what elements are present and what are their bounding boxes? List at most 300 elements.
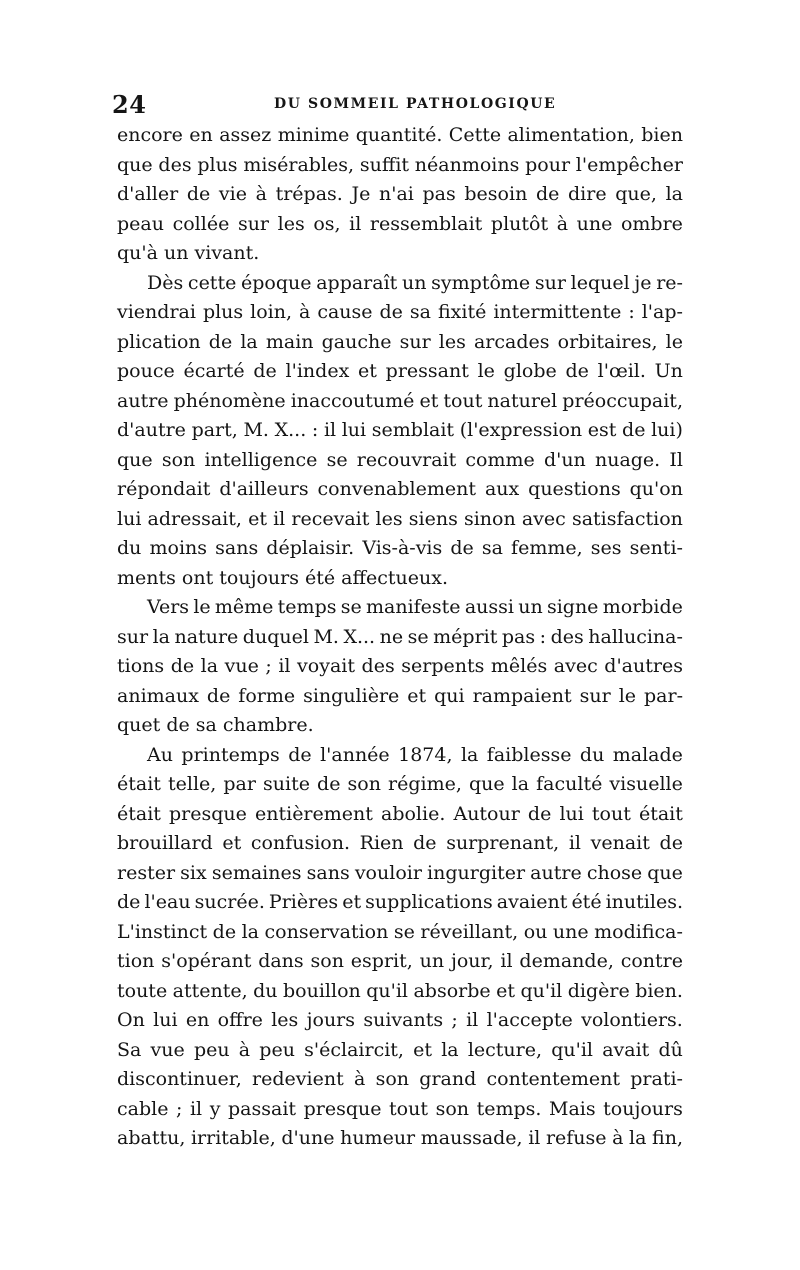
word: suivants <box>363 1009 444 1031</box>
word: demande, <box>519 950 614 972</box>
word: son <box>435 1097 469 1120</box>
word: vie <box>218 183 247 205</box>
word: besoin <box>464 183 528 205</box>
word: manifeste <box>365 596 461 618</box>
word: apparaît <box>316 271 398 294</box>
word: de <box>253 360 277 382</box>
word: et <box>496 979 516 1002</box>
word: à <box>556 212 569 235</box>
word: l'accepte <box>486 1009 573 1031</box>
word: six <box>180 861 207 884</box>
word: bouillon <box>283 979 361 1002</box>
word: singulière <box>303 684 400 707</box>
word: ressemblait <box>369 212 483 235</box>
word: se <box>407 625 429 648</box>
word: main <box>265 330 314 353</box>
word: peu <box>259 1038 295 1061</box>
word: aux <box>484 478 520 500</box>
running-head <box>112 90 684 119</box>
word: de <box>622 419 646 441</box>
word: lequel <box>570 271 630 294</box>
word: siens <box>408 507 458 530</box>
word: un <box>419 950 445 972</box>
word: lecture, <box>467 1038 543 1061</box>
word: d'ailleurs <box>219 478 309 500</box>
word: autre <box>117 389 169 412</box>
word: jour, <box>450 950 494 972</box>
word: du <box>253 979 278 1002</box>
word: sans <box>215 537 259 559</box>
word: sucrée. <box>194 891 265 913</box>
word: Sa <box>117 1038 142 1061</box>
word: pas <box>501 625 536 648</box>
word: que, <box>615 183 657 205</box>
word: nuage. <box>594 448 661 471</box>
word: symptôme <box>431 271 531 294</box>
word: de <box>212 920 237 943</box>
word: arcades <box>473 330 550 353</box>
word: adressait, <box>147 507 242 530</box>
word: avec <box>553 655 598 677</box>
text-line: qu'à un vivant. <box>117 242 260 264</box>
word: et <box>222 832 242 854</box>
word: lui <box>153 1009 178 1031</box>
word: cette <box>187 271 237 294</box>
word: Je <box>351 183 371 205</box>
text-line <box>117 947 683 977</box>
word: le <box>193 596 211 618</box>
word: un <box>518 596 543 618</box>
word: fixité <box>437 301 487 323</box>
word: ombre <box>620 212 683 235</box>
word: Vers <box>147 596 190 618</box>
word: plication <box>117 330 201 353</box>
word: discontinuer, <box>117 1068 242 1090</box>
word: pressant <box>385 360 469 382</box>
word: répondait <box>117 478 211 500</box>
text-line <box>117 180 683 210</box>
word: d'une <box>281 1127 335 1149</box>
word: de <box>450 537 474 559</box>
word: son <box>310 950 344 972</box>
word: attente, <box>172 979 248 1002</box>
word: l'index <box>285 360 350 382</box>
word: M. <box>243 419 269 441</box>
word: plus <box>202 301 244 323</box>
text-line: ments ont toujours été affectueux. <box>117 566 449 589</box>
word: sur <box>237 212 270 235</box>
word: esprit, <box>350 950 413 972</box>
word: lui <box>559 802 584 825</box>
word: l'ap- <box>641 301 683 323</box>
word: satisfaction <box>571 507 683 530</box>
word: sinon <box>463 507 516 530</box>
word: rester <box>117 861 176 884</box>
word: serpents <box>401 655 485 677</box>
word: se <box>326 448 348 471</box>
page-number: 24 <box>112 90 147 119</box>
word: Prières <box>268 891 339 913</box>
word: Rien <box>359 832 404 854</box>
word: tout <box>389 1097 428 1120</box>
word: à <box>299 301 311 323</box>
word: bien <box>641 124 683 146</box>
word: fin, <box>652 1127 683 1149</box>
word: moins <box>149 537 208 559</box>
word: : <box>628 301 635 323</box>
word: est <box>587 419 617 441</box>
word: les <box>277 212 305 235</box>
text-line <box>117 1095 683 1125</box>
word: son <box>347 773 381 795</box>
word: temps. <box>476 1097 542 1120</box>
word: de <box>535 183 560 205</box>
word: X... <box>343 625 376 648</box>
word: même <box>214 596 274 618</box>
word: ne <box>379 625 404 648</box>
text-line <box>117 387 683 417</box>
word: des <box>361 655 395 677</box>
word: de <box>206 684 231 707</box>
word: de <box>317 773 341 795</box>
word: passait <box>228 1097 297 1120</box>
text-line <box>117 475 683 505</box>
word: trépas. <box>275 183 343 205</box>
word: en <box>185 1009 210 1031</box>
word: pour <box>525 153 571 176</box>
word: ; <box>265 655 272 677</box>
word: de <box>208 330 233 353</box>
word: digère <box>567 979 630 1002</box>
word: semblait <box>371 419 455 441</box>
word: misérables, <box>243 153 355 176</box>
word: il <box>323 419 337 441</box>
word: chose <box>586 861 643 884</box>
word: redevient <box>252 1068 344 1090</box>
word: de <box>659 832 683 854</box>
word: à <box>612 1127 624 1149</box>
word: forme <box>238 684 296 707</box>
text-line <box>117 1065 683 1095</box>
word: (l'expression <box>459 419 583 441</box>
word: malade <box>612 743 683 766</box>
word: en <box>189 124 213 146</box>
word: offre <box>217 1009 263 1031</box>
word: modifica- <box>594 920 683 943</box>
word: nature <box>174 625 239 648</box>
word: une <box>576 212 613 235</box>
text-line <box>117 652 683 682</box>
word: les <box>375 507 403 530</box>
word: l'empêcher <box>575 153 683 176</box>
word: de <box>186 183 211 205</box>
word: autre <box>530 861 582 884</box>
word: contentement <box>486 1068 620 1090</box>
word: telle, <box>167 773 217 795</box>
word: d'autre <box>117 419 186 441</box>
word: la <box>200 655 219 677</box>
word: faculté <box>536 773 603 795</box>
word: suite <box>263 773 310 795</box>
word: phénomène <box>173 389 286 412</box>
word: du <box>579 743 605 766</box>
word: la <box>241 920 259 943</box>
word: méprit <box>433 625 498 648</box>
word: il <box>568 832 582 854</box>
word: venait <box>590 832 650 854</box>
word: à <box>353 1068 366 1090</box>
word: que <box>647 861 683 884</box>
word: se <box>340 596 362 618</box>
word: ; <box>176 1097 183 1120</box>
text-line <box>117 623 683 653</box>
word: pouce <box>117 360 175 382</box>
word: à <box>255 183 267 205</box>
word: globe <box>503 360 557 382</box>
word: les <box>438 330 466 353</box>
word: était <box>117 773 161 795</box>
text-line <box>117 210 683 240</box>
word: prati- <box>630 1068 683 1090</box>
word: duquel <box>242 625 309 648</box>
word: encore <box>117 124 183 146</box>
word: avaient <box>496 891 568 913</box>
word: se <box>393 920 415 943</box>
word: alimentation, <box>507 124 635 146</box>
text-line <box>117 269 683 299</box>
word: Cette <box>448 124 502 146</box>
word: la <box>240 330 258 353</box>
word: que <box>117 448 153 471</box>
word: bien. <box>635 979 683 1002</box>
word: que <box>468 773 505 795</box>
word: L'instinct <box>117 920 208 943</box>
word: vue <box>150 1038 185 1061</box>
text-line <box>117 859 683 889</box>
word: plus <box>197 153 238 176</box>
word: faiblesse <box>486 743 572 766</box>
text-line <box>117 829 683 859</box>
word: Un <box>654 360 683 382</box>
word: écarté <box>183 360 245 382</box>
word: tout <box>591 802 631 825</box>
text-line <box>117 682 683 712</box>
word: de <box>170 655 195 677</box>
word: et <box>413 1038 433 1061</box>
word: brouillard <box>117 832 213 854</box>
word: son <box>161 448 196 471</box>
word: tion <box>117 950 155 972</box>
word: aussi <box>464 596 514 618</box>
word: le <box>618 684 637 707</box>
word: humeur <box>340 1127 416 1149</box>
word: On <box>117 1009 145 1031</box>
word: par <box>223 773 256 795</box>
word: s'éclaircit, <box>304 1038 404 1061</box>
text-line <box>117 1124 683 1154</box>
word: par- <box>644 684 683 707</box>
word: cable <box>117 1097 169 1120</box>
word: de <box>413 832 437 854</box>
text-line <box>117 800 683 830</box>
word: il <box>273 507 286 530</box>
word: son <box>375 1068 410 1090</box>
word: abolie. <box>381 802 446 825</box>
word: vue <box>224 655 259 677</box>
word: il <box>466 1009 479 1031</box>
text-line <box>117 357 683 387</box>
word: préoccupait, <box>562 389 683 412</box>
word: il <box>278 655 291 677</box>
word: grand <box>419 1068 477 1090</box>
word: ingurgiter <box>427 861 526 884</box>
word: tout <box>443 389 483 412</box>
word: réveillant, <box>420 920 519 943</box>
word: dû <box>658 1038 683 1061</box>
text-line <box>117 505 683 535</box>
word: du <box>117 537 142 559</box>
word: quantité. <box>355 124 443 146</box>
word: les <box>271 1009 299 1031</box>
word: une <box>552 920 589 943</box>
text-line <box>117 741 683 771</box>
word: et <box>248 507 267 530</box>
word: le <box>665 330 683 353</box>
word: ou <box>523 920 548 943</box>
word: M. <box>313 625 339 648</box>
word: ; <box>451 1009 458 1031</box>
word: viendrai <box>117 301 196 323</box>
body-text <box>117 121 683 1154</box>
word: déplaisir. <box>266 537 355 559</box>
text-line <box>117 534 683 564</box>
word: printemps <box>181 743 280 766</box>
word: presque <box>303 1097 382 1120</box>
word: sur <box>117 625 149 648</box>
word: était <box>638 802 683 825</box>
word: recevait <box>291 507 370 530</box>
text-line <box>117 151 683 181</box>
word: de <box>565 360 589 382</box>
word: y <box>209 1097 221 1120</box>
word: inaccoutumé <box>290 389 415 412</box>
word: minime <box>277 124 350 146</box>
word: l'année <box>320 743 390 766</box>
text-line <box>117 918 683 948</box>
word: naturel <box>487 389 558 412</box>
text-line <box>117 446 683 476</box>
text-line <box>117 593 683 623</box>
word: supplications <box>365 891 493 913</box>
word: mêlés <box>490 655 548 677</box>
word: et <box>342 891 362 913</box>
word: d'un <box>543 448 586 471</box>
word: rampaient <box>472 684 572 707</box>
word: sa <box>481 537 503 559</box>
text-line <box>117 1006 683 1036</box>
word: qu'il <box>520 979 563 1002</box>
text-line <box>117 298 683 328</box>
word: semaines <box>211 861 302 884</box>
word: convenablement <box>317 478 476 500</box>
word: 1874, <box>398 743 453 766</box>
word: contre <box>620 950 683 972</box>
word: qui <box>434 684 465 707</box>
word: confusion. <box>250 832 351 854</box>
word: abattu, <box>117 1127 186 1149</box>
word: peau <box>117 212 164 235</box>
text-line <box>117 328 683 358</box>
word: vouloir <box>354 861 422 884</box>
word: été <box>571 891 602 913</box>
word: intermittente <box>493 301 622 323</box>
word: ses <box>590 537 622 559</box>
word: le <box>477 360 495 382</box>
text-line: quet de sa chambre. <box>117 714 314 736</box>
text-line <box>117 977 683 1007</box>
word: époque <box>241 271 312 294</box>
word: collée <box>172 212 230 235</box>
word: loin, <box>250 301 293 323</box>
word: femme, <box>511 537 583 559</box>
word: surprenant, <box>446 832 560 854</box>
word: visuelle <box>609 773 683 795</box>
word: un <box>402 271 427 294</box>
word: dans <box>258 950 304 972</box>
text-line <box>117 888 683 918</box>
word: n'ai <box>378 183 414 205</box>
text-line <box>117 121 683 151</box>
word: Au <box>147 743 173 766</box>
word: d'autres <box>604 655 683 677</box>
word: avec <box>521 507 566 530</box>
word: il <box>528 1127 541 1149</box>
word: Mais <box>548 1097 596 1120</box>
word: sans <box>306 861 350 884</box>
word: comme <box>465 448 535 471</box>
word: qu'il <box>366 979 409 1002</box>
word: signe <box>546 596 599 618</box>
word: absorbe <box>413 979 491 1002</box>
word: conservation <box>264 920 389 943</box>
word: animaux <box>117 684 199 707</box>
word: l'œil. <box>597 360 646 382</box>
word: s'opérant <box>161 950 252 972</box>
word: Autour <box>453 802 520 825</box>
word: la <box>665 183 683 205</box>
word: il <box>189 1097 203 1120</box>
word: dire <box>568 183 607 205</box>
word: des <box>550 625 584 648</box>
running-title: DU SOMMEIL PATHOLOGIQUE <box>274 96 557 112</box>
word: et <box>407 684 427 707</box>
word: suffit <box>359 153 410 176</box>
word: à <box>238 1038 251 1061</box>
word: la <box>511 773 530 795</box>
word: de <box>117 891 141 913</box>
word: je <box>634 271 652 294</box>
word: d'aller <box>117 183 179 205</box>
word: de <box>527 802 552 825</box>
word: intelligence <box>204 448 318 471</box>
word: la <box>460 743 479 766</box>
text-line <box>117 770 683 800</box>
word: gauche <box>321 330 392 353</box>
word: temps <box>277 596 337 618</box>
word: inutiles. <box>605 891 683 913</box>
word: assez <box>219 124 272 146</box>
word: re- <box>656 271 683 294</box>
